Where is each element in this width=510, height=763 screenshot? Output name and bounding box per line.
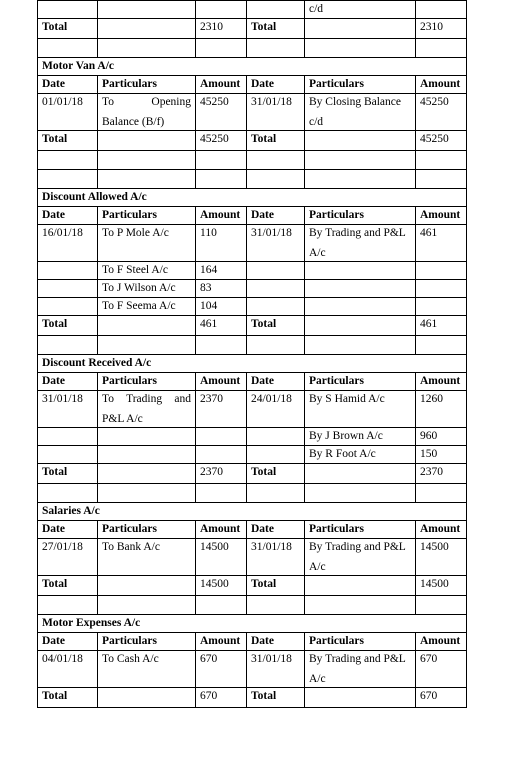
col-header-date: Date (38, 633, 98, 651)
header-row (38, 207, 467, 225)
credit-total: 2370 (416, 464, 467, 484)
total-label: Total (247, 576, 305, 596)
table-row (38, 428, 467, 446)
amount-cell: 1260 (416, 391, 467, 428)
amount-cell: 670 (416, 651, 467, 688)
particulars-cell: To J Wilson A/c (98, 280, 196, 298)
total-label: Total (38, 19, 98, 39)
date-cell: 31/01/18 (247, 94, 305, 131)
spacer-row (38, 484, 467, 503)
col-header-particulars: Particulars (305, 76, 416, 94)
account-title-motor-van: Motor Van A/c (38, 58, 467, 76)
total-label: Total (247, 316, 305, 336)
total-row (38, 464, 467, 484)
debit-total: 45250 (196, 131, 247, 151)
debit-total: 461 (196, 316, 247, 336)
col-header-particulars: Particulars (98, 521, 196, 539)
account-title-row (38, 615, 467, 633)
particulars-text: To (102, 96, 114, 108)
col-header-amount: Amount (416, 373, 467, 391)
table-row (38, 94, 467, 131)
col-header-date: Date (247, 521, 305, 539)
table-row (38, 539, 467, 576)
date-cell: 31/01/18 (247, 225, 305, 262)
total-row (38, 316, 467, 336)
table-row (38, 446, 467, 464)
col-header-amount: Amount (196, 207, 247, 225)
col-header-particulars: Particulars (98, 76, 196, 94)
col-header-date: Date (247, 373, 305, 391)
col-header-particulars: Particulars (305, 207, 416, 225)
date-cell: 31/01/18 (38, 391, 98, 428)
col-header-particulars: Particulars (305, 633, 416, 651)
total-label: Total (38, 316, 98, 336)
date-cell: 31/01/18 (247, 539, 305, 576)
total-row (38, 19, 467, 39)
table-row (38, 225, 467, 262)
total-label: Total (247, 464, 305, 484)
particulars-cell (98, 391, 196, 428)
account-title-row (38, 503, 467, 521)
amount-cell: 461 (416, 225, 467, 262)
table-row (38, 298, 467, 316)
particulars-cell (98, 94, 196, 131)
particulars-cell: To P Mole A/c (98, 225, 196, 262)
ledger-table (37, 0, 467, 708)
particulars-text: Opening (151, 96, 191, 108)
date-cell: 24/01/18 (247, 391, 305, 428)
particulars-text: By Trading and P&L (309, 653, 406, 665)
particulars-cell (305, 94, 416, 131)
table-row (38, 262, 467, 280)
debit-total: 2370 (196, 464, 247, 484)
total-label: Total (38, 688, 98, 708)
total-label: Total (38, 131, 98, 151)
total-label: Total (247, 131, 305, 151)
col-header-particulars: Particulars (305, 521, 416, 539)
debit-total: 670 (196, 688, 247, 708)
date-cell: 16/01/18 (38, 225, 98, 262)
amount-cell: 45250 (416, 94, 467, 131)
col-header-amount: Amount (196, 373, 247, 391)
col-header-particulars: Particulars (305, 373, 416, 391)
amount-cell: 670 (196, 651, 247, 688)
header-row (38, 521, 467, 539)
amount-cell: 104 (196, 298, 247, 316)
particulars-cell: c/d (305, 1, 416, 19)
particulars-cell: To Bank A/c (98, 539, 196, 576)
particulars-text: To Trading and (102, 393, 191, 405)
ledger-document (37, 0, 466, 708)
col-header-amount: Amount (196, 76, 247, 94)
amount-cell: 45250 (196, 94, 247, 131)
header-row (38, 76, 467, 94)
account-title-motor-expenses: Motor Expenses A/c (38, 615, 467, 633)
amount-cell: 150 (416, 446, 467, 464)
table-row (38, 280, 467, 298)
amount-cell: 83 (196, 280, 247, 298)
debit-total: 2310 (196, 19, 247, 39)
credit-total: 14500 (416, 576, 467, 596)
col-header-particulars: Particulars (98, 207, 196, 225)
particulars-text: P&L A/c (102, 413, 143, 425)
particulars-text: By Closing Balance (309, 96, 401, 108)
amount-cell: 14500 (196, 539, 247, 576)
debit-total: 14500 (196, 576, 247, 596)
col-header-date: Date (38, 207, 98, 225)
total-row (38, 688, 467, 708)
total-label: Total (38, 576, 98, 596)
amount-cell: 164 (196, 262, 247, 280)
spacer-row (38, 170, 467, 189)
header-row (38, 633, 467, 651)
particulars-cell: By R Foot A/c (305, 446, 416, 464)
col-header-amount: Amount (196, 633, 247, 651)
credit-total: 45250 (416, 131, 467, 151)
table-row (38, 1, 467, 19)
col-header-date: Date (247, 633, 305, 651)
col-header-particulars: Particulars (98, 373, 196, 391)
spacer-row (38, 336, 467, 355)
account-title-salaries: Salaries A/c (38, 503, 467, 521)
particulars-text: A/c (309, 247, 326, 259)
account-title-discount-received: Discount Received A/c (38, 355, 467, 373)
spacer-row (38, 39, 467, 58)
col-header-amount: Amount (196, 521, 247, 539)
table-row (38, 391, 467, 428)
amount-cell: 110 (196, 225, 247, 262)
header-row (38, 373, 467, 391)
col-header-particulars: Particulars (98, 633, 196, 651)
particulars-cell (305, 651, 416, 688)
particulars-text: By Trading and P&L (309, 227, 406, 239)
col-header-amount: Amount (416, 207, 467, 225)
total-label: Total (247, 688, 305, 708)
account-title-row (38, 355, 467, 373)
col-header-date: Date (38, 76, 98, 94)
col-header-amount: Amount (416, 76, 467, 94)
particulars-cell: To F Steel A/c (98, 262, 196, 280)
table-row (38, 651, 467, 688)
date-cell: 01/01/18 (38, 94, 98, 131)
total-row (38, 131, 467, 151)
total-label: Total (38, 464, 98, 484)
particulars-text: A/c (309, 673, 326, 685)
particulars-text: c/d (309, 116, 324, 128)
col-header-date: Date (247, 76, 305, 94)
col-header-date: Date (38, 521, 98, 539)
particulars-text: Balance (B/f) (102, 116, 165, 128)
credit-total: 670 (416, 688, 467, 708)
amount-cell: 2370 (196, 391, 247, 428)
total-row (38, 576, 467, 596)
particulars-cell (305, 225, 416, 262)
credit-total: 2310 (416, 19, 467, 39)
col-header-amount: Amount (416, 633, 467, 651)
particulars-cell: To F Seema A/c (98, 298, 196, 316)
date-cell: 04/01/18 (38, 651, 98, 688)
date-cell: 27/01/18 (38, 539, 98, 576)
particulars-text: A/c (309, 561, 326, 573)
amount-cell: 14500 (416, 539, 467, 576)
col-header-date: Date (38, 373, 98, 391)
particulars-cell: By S Hamid A/c (305, 391, 416, 428)
particulars-text: By Trading and P&L (309, 541, 406, 553)
amount-cell: 960 (416, 428, 467, 446)
credit-total: 461 (416, 316, 467, 336)
particulars-cell: To Cash A/c (98, 651, 196, 688)
total-label: Total (247, 19, 305, 39)
col-header-date: Date (247, 207, 305, 225)
particulars-cell (305, 539, 416, 576)
date-cell: 31/01/18 (247, 651, 305, 688)
col-header-amount: Amount (416, 521, 467, 539)
particulars-cell: By J Brown A/c (305, 428, 416, 446)
spacer-row (38, 596, 467, 615)
spacer-row (38, 151, 467, 170)
account-title-row (38, 189, 467, 207)
account-title-discount-allowed: Discount Allowed A/c (38, 189, 467, 207)
account-title-row (38, 58, 467, 76)
